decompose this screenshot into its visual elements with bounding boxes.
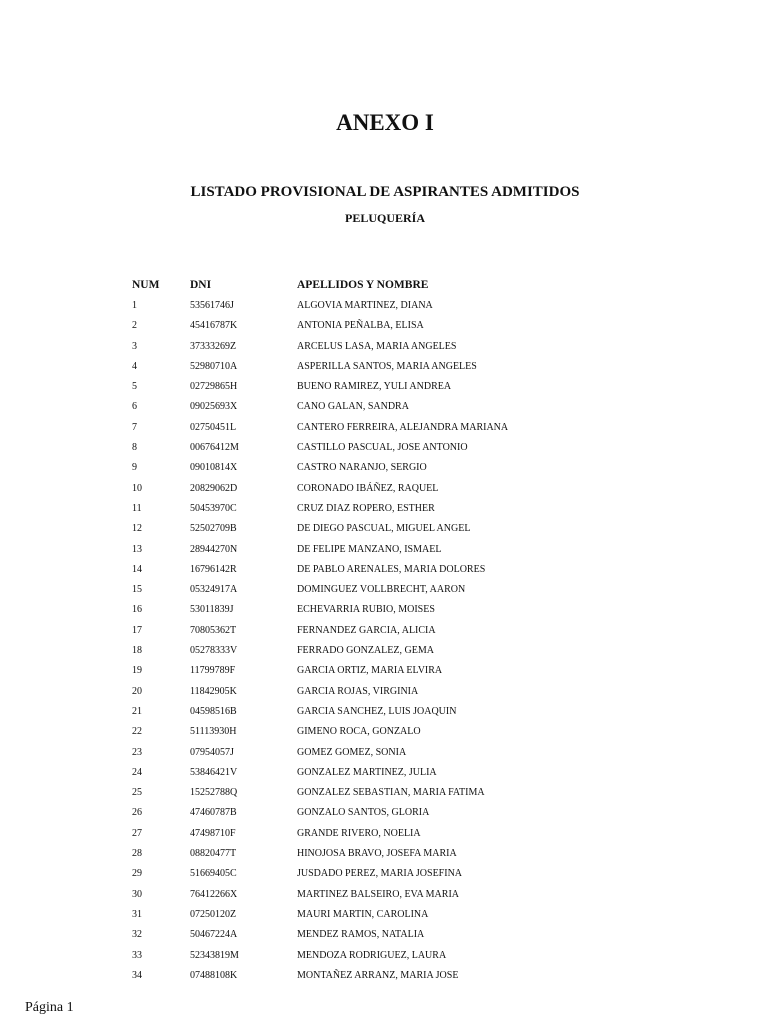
cell-dni: 45416787K (190, 320, 238, 332)
cell-name: CRUZ DIAZ ROPERO, ESTHER (297, 502, 435, 514)
table-row (0, 337, 770, 357)
cell-num: 8 (132, 442, 137, 454)
table-row (0, 641, 770, 661)
table-row (0, 783, 770, 803)
cell-name: CANTERO FERREIRA, ALEJANDRA MARIANA (297, 421, 509, 433)
cell-name: HINOJOSA BRAVO, JOSEFA MARIA (297, 848, 457, 860)
table-row (0, 702, 770, 722)
specialty-heading: PELUQUERÍA (344, 211, 425, 225)
table-row (0, 580, 770, 600)
table-row (0, 560, 770, 580)
cell-dni: 16796142R (190, 563, 237, 575)
cell-name: GONZALEZ MARTINEZ, JULIA (297, 766, 437, 778)
cell-name: FERNANDEZ GARCIA, ALICIA (297, 624, 436, 636)
cell-num: 26 (132, 807, 142, 819)
cell-dni: 37333269Z (190, 340, 237, 352)
cell-num: 30 (132, 888, 142, 900)
table-row (0, 458, 770, 478)
table-row (0, 722, 770, 742)
cell-dni: 11799789F (190, 665, 236, 677)
cell-dni: 50453970C (190, 502, 237, 514)
cell-num: 2 (132, 320, 137, 332)
cell-num: 18 (132, 645, 142, 657)
cell-dni: 53011839J (190, 604, 234, 616)
table-row (0, 438, 770, 458)
table-body (0, 296, 770, 986)
cell-num: 29 (132, 868, 142, 880)
table-row (0, 621, 770, 641)
cell-num: 1 (132, 300, 137, 311)
cell-dni: 07488108K (190, 969, 238, 981)
cell-name: GOMEZ GOMEZ, SONIA (297, 746, 407, 758)
table-row (0, 925, 770, 945)
cell-name: MENDEZ RAMOS, NATALIA (297, 929, 425, 941)
cell-num: 10 (132, 482, 142, 494)
cell-dni: 05278333V (190, 645, 238, 657)
cell-name: MENDOZA RODRIGUEZ, LAURA (297, 949, 447, 961)
cell-num: 25 (132, 787, 142, 799)
cell-dni: 47498710F (190, 827, 236, 839)
cell-num: 11 (132, 502, 142, 514)
cell-name: GARCIA SANCHEZ, LUIS JOAQUIN (297, 705, 457, 717)
cell-dni: 51669405C (190, 868, 237, 880)
column-header-num: NUM (132, 279, 160, 291)
cell-num: 31 (132, 908, 142, 920)
cell-num: 6 (132, 401, 137, 413)
cell-dni: 52343819M (190, 949, 239, 961)
table-row (0, 743, 770, 763)
page-number: Página 1 (25, 1000, 74, 1015)
cell-dni: 07954057J (190, 746, 234, 758)
table-row (0, 682, 770, 702)
cell-dni: 51113930H (190, 726, 237, 738)
cell-dni: 52980710A (190, 360, 238, 372)
cell-num: 4 (132, 360, 137, 372)
cell-num: 21 (132, 705, 142, 717)
cell-num: 5 (132, 381, 137, 393)
cell-dni: 02750451L (190, 421, 237, 433)
cell-dni: 47460787B (190, 807, 237, 819)
cell-dni: 50467224A (190, 929, 238, 941)
cell-name: GIMENO ROCA, GONZALO (297, 726, 421, 738)
table-row (0, 661, 770, 681)
cell-num: 33 (132, 949, 142, 961)
cell-name: GONZALEZ SEBASTIAN, MARIA FATIMA (297, 787, 485, 799)
column-header-dni: DNI (190, 279, 212, 291)
cell-dni: 70805362T (190, 624, 237, 636)
document-subtitle: LISTADO PROVISIONAL DE ASPIRANTES ADMITIDOS (190, 184, 580, 200)
cell-dni: 08820477T (190, 848, 237, 860)
cell-num: 23 (132, 746, 142, 758)
table-row (0, 296, 770, 316)
cell-name: GARCIA ORTIZ, MARIA ELVIRA (297, 665, 443, 677)
cell-num: 20 (132, 685, 142, 697)
cell-num: 3 (132, 340, 137, 352)
cell-num: 9 (132, 462, 137, 474)
table-row (0, 966, 770, 986)
table-row (0, 418, 770, 438)
cell-name: ANTONIA PEÑALBA, ELISA (297, 320, 424, 332)
table-row (0, 824, 770, 844)
cell-num: 34 (132, 969, 142, 981)
cell-num: 15 (132, 584, 142, 596)
table-row (0, 885, 770, 905)
cell-dni: 00676412M (190, 442, 239, 454)
applicants-table (0, 275, 770, 986)
cell-name: JUSDADO PEREZ, MARIA JOSEFINA (297, 868, 463, 880)
table-row (0, 763, 770, 783)
cell-num: 32 (132, 929, 142, 941)
cell-dni: 09010814X (190, 462, 238, 474)
cell-dni: 07250120Z (190, 908, 237, 920)
table-row (0, 844, 770, 864)
cell-name: GARCIA ROJAS, VIRGINIA (297, 685, 419, 697)
cell-dni: 04598516B (190, 705, 237, 717)
cell-name: ALGOVIA MARTINEZ, DIANA (297, 300, 433, 311)
cell-num: 12 (132, 523, 142, 535)
table-row (0, 864, 770, 884)
cell-name: ASPERILLA SANTOS, MARIA ANGELES (297, 360, 477, 372)
cell-dni: 11842905K (190, 685, 237, 697)
table-row (0, 357, 770, 377)
table-row (0, 377, 770, 397)
cell-name: DE DIEGO PASCUAL, MIGUEL ANGEL (297, 523, 471, 535)
cell-dni: 76412266X (190, 888, 238, 900)
cell-name: ARCELUS LASA, MARIA ANGELES (297, 340, 457, 352)
cell-dni: 02729865H (190, 381, 238, 393)
table-row (0, 499, 770, 519)
cell-name: MARTINEZ BALSEIRO, EVA MARIA (297, 888, 459, 900)
cell-num: 27 (132, 827, 142, 839)
table-row (0, 397, 770, 417)
cell-dni: 15252788Q (190, 787, 238, 799)
cell-name: DE PABLO ARENALES, MARIA DOLORES (297, 563, 486, 575)
table-row (0, 540, 770, 560)
cell-num: 13 (132, 543, 142, 555)
cell-dni: 53561746J (190, 300, 234, 311)
column-header-name: APELLIDOS Y NOMBRE (297, 279, 429, 291)
cell-name: ECHEVARRIA RUBIO, MOISES (297, 604, 435, 616)
cell-num: 24 (132, 766, 142, 778)
cell-num: 16 (132, 604, 142, 616)
cell-name: CORONADO IBÁÑEZ, RAQUEL (297, 482, 439, 494)
table-row (0, 905, 770, 925)
cell-name: CANO GALAN, SANDRA (297, 401, 409, 413)
table-header-row (0, 275, 770, 296)
table-row (0, 519, 770, 539)
cell-num: 28 (132, 848, 142, 860)
table-row (0, 479, 770, 499)
cell-num: 7 (132, 421, 137, 433)
cell-dni: 28944270N (190, 543, 238, 555)
cell-name: GONZALO SANTOS, GLORIA (297, 807, 430, 819)
table-row (0, 316, 770, 336)
cell-num: 22 (132, 726, 142, 738)
cell-name: CASTILLO PASCUAL, JOSE ANTONIO (297, 442, 468, 454)
cell-name: FERRADO GONZALEZ, GEMA (297, 645, 434, 657)
cell-dni: 52502709B (190, 523, 237, 535)
cell-num: 14 (132, 563, 142, 575)
table-row (0, 600, 770, 620)
table-row (0, 946, 770, 966)
cell-name: GRANDE RIVERO, NOELIA (297, 827, 421, 839)
table-row (0, 803, 770, 823)
cell-dni: 20829062D (190, 482, 238, 494)
cell-name: MAURI MARTIN, CAROLINA (297, 908, 429, 920)
cell-name: DOMINGUEZ VOLLBRECHT, AARON (297, 584, 466, 596)
cell-dni: 09025693X (190, 401, 238, 413)
cell-dni: 05324917A (190, 584, 238, 596)
cell-dni: 53846421V (190, 766, 238, 778)
cell-num: 17 (132, 624, 142, 636)
document-title: ANEXO I (336, 110, 434, 135)
cell-name: MONTAÑEZ ARRANZ, MARIA JOSE (297, 969, 459, 981)
cell-name: DE FELIPE MANZANO, ISMAEL (297, 543, 442, 555)
cell-name: CASTRO NARANJO, SERGIO (297, 462, 427, 474)
cell-name: BUENO RAMIREZ, YULI ANDREA (297, 381, 452, 393)
cell-num: 19 (132, 665, 142, 677)
